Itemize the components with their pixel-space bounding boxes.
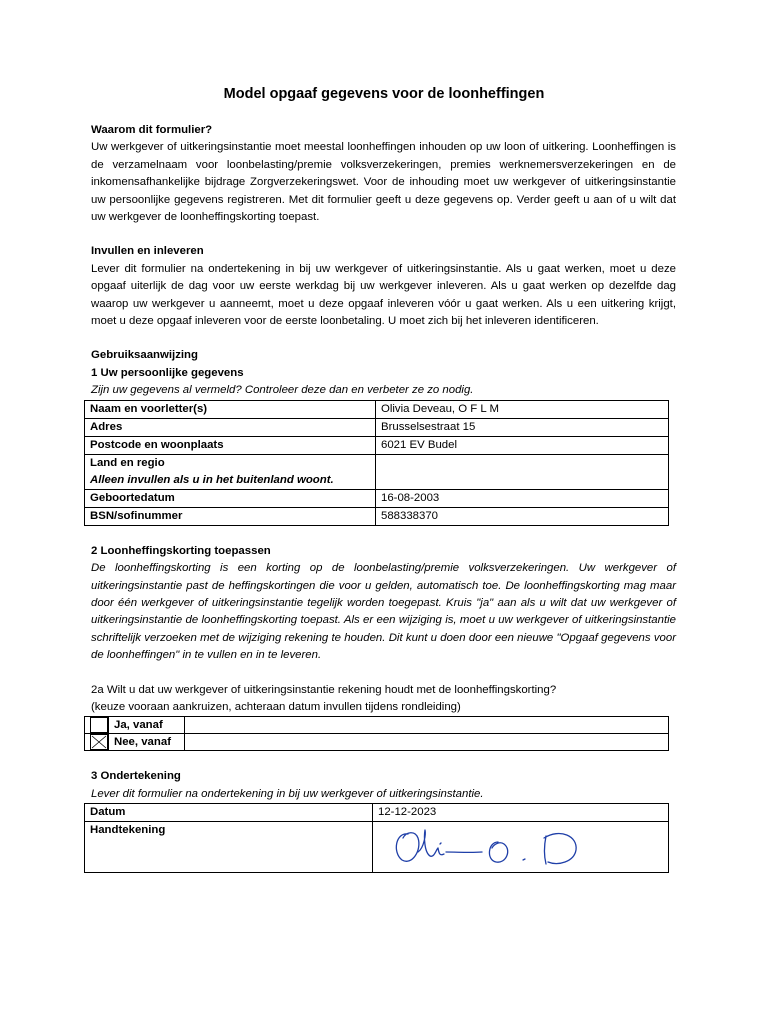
signature-label: Handtekening <box>85 822 373 873</box>
country-note: Alleen invullen als u in het buitenland woont. <box>90 473 334 486</box>
section2-text: De loonheffingskorting is een korting op de loonbelasting/premie volksverzekeringen. Uw werkgever of uitkeringsinstantie past de heffingskortingen die voor u gelden, automatisch toe. De loonheffingskorting mag maar door één werkgever of uitkeringsinstantie tegelijk worden toegepast. Kruis "ja" aan als u wilt dat uw werkgever of uitkeringsinstantie de loonheffingskorting toepast. Als er een wijziging is, moet u uw werkgever of uitkeringsinstantie schriftelijk verzoeken met de wijziging rekening te houden. Dit kunt u doen door een nieuwe "Opgaaf gegevens voor de loonheffingen" in te vullen en in te leveren. <box>91 562 676 662</box>
why-text: Uw werkgever of uitkeringsinstantie moet meestal loonheffingen inhouden op uw loon of uitkering. Loonheffingen is de verzamelnaam voor loonbelasting/premie volksverzekeringen, premies werknemersverzekeringen en de inkomensafhankelijke bijdrage Zorgverzekeringswet. Voor de inhouding moet uw werkgever of uitkeringsinstantie uw persoonlijke gegevens registreren. Met dit formulier geeft u deze gegevens op. Verder geeft u aan of u wilt dat uw werkgever de loonheffingskorting toepast. <box>91 141 676 224</box>
nee-checkbox[interactable] <box>90 734 108 750</box>
section3-heading: 3 Ondertekening <box>91 770 181 783</box>
table-row <box>85 436 669 454</box>
signature-field[interactable] <box>373 822 669 873</box>
handwritten-signature <box>378 822 663 872</box>
why-heading: Waarom dit formulier? <box>91 124 213 136</box>
nee-date-field[interactable] <box>185 734 669 751</box>
postcode-field[interactable]: 6021 EV Budel <box>376 436 669 454</box>
date-label: Datum <box>85 804 373 822</box>
option-ja-cell <box>85 717 109 734</box>
section3-note: Lever dit formulier na ondertekening in bij uw werkgever of uitkeringsinstantie. <box>91 787 484 800</box>
signature-table <box>84 803 669 873</box>
address-field[interactable]: Brusselsestraat 15 <box>376 418 669 436</box>
table-row <box>85 804 669 822</box>
country-field[interactable] <box>376 454 669 489</box>
form-content <box>91 122 676 873</box>
country-cell <box>85 454 376 489</box>
personal-data-table <box>84 400 669 526</box>
section2-heading: 2 Loonheffingskorting toepassen <box>91 544 271 557</box>
table-row <box>85 489 669 507</box>
address-label: Adres <box>85 418 376 436</box>
bsn-label: BSN/sofinummer <box>85 507 376 525</box>
korting-options-table <box>84 716 669 751</box>
table-row <box>85 418 669 436</box>
fill-heading: Invullen en inleveren <box>91 245 204 258</box>
section2a-instruction: (keuze vooraan aankruizen, achteraan datum invullen tijdens rondleiding) <box>91 700 461 713</box>
section1-heading: 1 Uw persoonlijke gegevens <box>91 366 244 379</box>
section2a-question: 2a Wilt u dat uw werkgever of uitkeringsinstantie rekening houdt met de loonheffingskorting? <box>91 683 557 696</box>
usage-heading: Gebruiksaanwijzing <box>91 349 198 362</box>
page-title: Model opgaaf gegevens voor de loonheffingen <box>223 86 545 102</box>
country-label: Land en regio <box>90 456 165 469</box>
nee-label: Nee, vanaf <box>109 734 185 751</box>
fill-text: Lever dit formulier na ondertekening in bij uw werkgever of uitkeringsinstantie. Als u gaat werken, moet u deze opgaaf uiterlijk de dag voor uw eerste werkdag bij uw werkgever inleveren. Als u gaat werken op dezelfde dag waarop uw werkgever u aanneemt, moet u deze opgaaf inleveren vóór u gaat werken. Als u een uitkering krijgt, moet u deze opgaaf inleveren voor de eerste loonbetaling. U moet zich bij het inleveren identificeren. <box>91 262 676 328</box>
section1-note: Zijn uw gegevens al vermeld? Controleer deze dan en verbeter ze zo nodig. <box>91 384 474 397</box>
name-label: Naam en voorletter(s) <box>85 400 376 418</box>
option-nee-cell <box>85 734 109 751</box>
table-row <box>85 507 669 525</box>
birthdate-label: Geboortedatum <box>85 489 376 507</box>
ja-date-field[interactable] <box>185 717 669 734</box>
table-row <box>85 822 669 873</box>
table-row <box>85 454 669 489</box>
table-row <box>85 400 669 418</box>
postcode-label: Postcode en woonplaats <box>85 436 376 454</box>
ja-label: Ja, vanaf <box>109 717 185 734</box>
birthdate-field[interactable]: 16-08-2003 <box>376 489 669 507</box>
bsn-field[interactable]: 588338370 <box>376 507 669 525</box>
date-field[interactable]: 12-12-2023 <box>373 804 669 822</box>
ja-checkbox[interactable] <box>90 717 108 733</box>
table-row <box>85 734 669 751</box>
cross-mark-icon <box>91 735 107 749</box>
name-field[interactable]: Olivia Deveau, O F L M <box>376 400 669 418</box>
table-row <box>85 717 669 734</box>
